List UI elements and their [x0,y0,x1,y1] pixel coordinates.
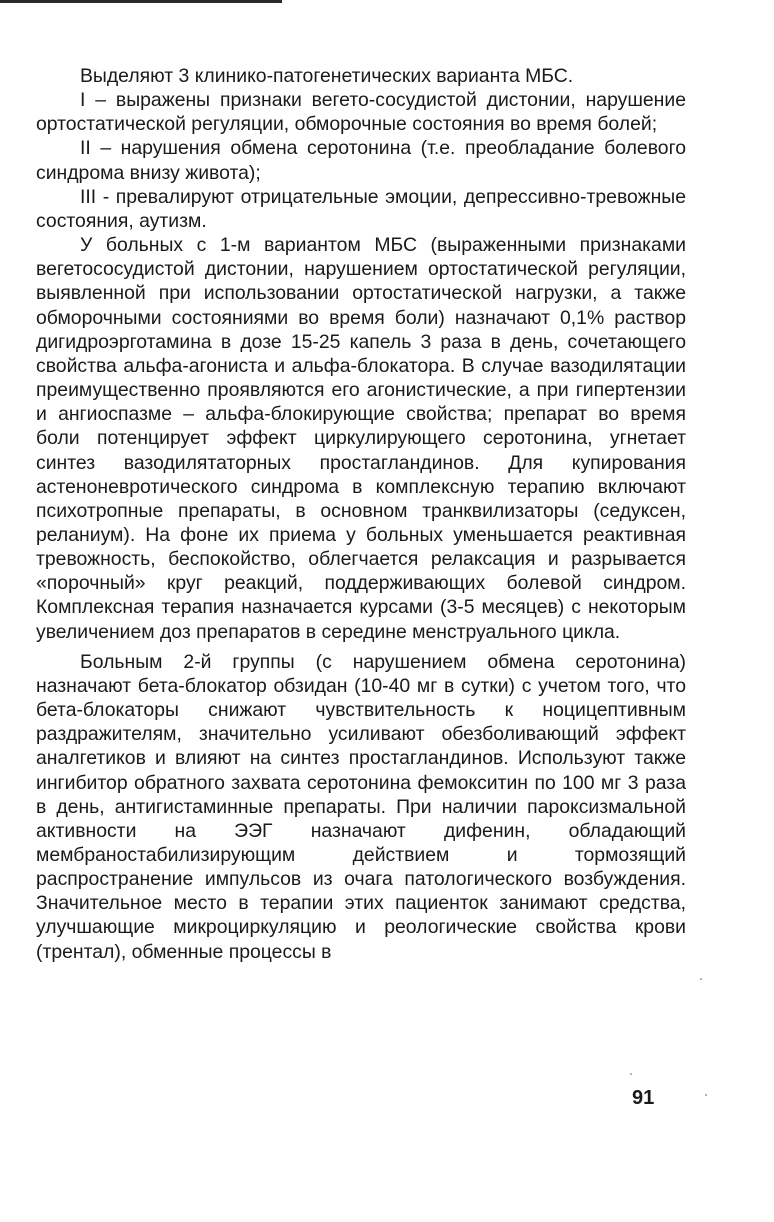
paragraph-variant-1: I – выражены признаки вегето-сосудистой дистонии, нарушение ортостатической регуляции, обморочные состояния во время болей; [36,89,686,136]
scan-speck [700,978,702,980]
top-rule [0,0,282,3]
paragraph-group-2-treatment: Больным 2-й группы (с нарушением обмена серотонина) назначают бета-блокатор обзидан (10-40 мг в сутки) с учетом того, что бета-блокаторы снижают чувствительность к ноцицептивным раздражителям, значительно усиливают обезболивающий эффект аналгетиков и влияют на синтез простагландинов. Используют также ингибитор обратного захвата серотонина фемокситин по 100 мг 3 раза в день, антигистаминные препараты. При наличии пароксизмальной активности на ЭЭГ назначают дифенин, обладающий мембраностабилизирующим действием и тормозящий распространение импульсов из очага патологического возбуждения. Значительное место в терапии этих пациенток занимают средства, улучшающие микроциркуляцию и реологические свойства крови (трентал), обменные процессы в [36,650,686,963]
paragraph-group-1-treatment: У больных с 1-м вариантом МБС (выраженными признаками вегетососудистой дистонии, нарушением ортостатической регуляции, выявленной при использовании ортостатической нагрузки, а также обморочными состояниями во время боли) назначают 0,1% раствор дигидроэрготамина в дозе 15-25 капель 3 раза в день, сочетающего свойства альфа-агониста и альфа-блокатора. В случае вазодилятации преимущественно проявляются его агонистические, а при гипертензии и ангиоспазме – альфа-блокирующие свойства; препарат во время боли потенцирует эффект циркулирующего серотонина, угнетает синтез вазодилятаторных простагландинов. Для купирования астеноневротического синдрома в комплексную терапию включают психотропные препараты, в основном транквилизаторы (седуксен, реланиум). На фоне их приема у больных уменьшается реактивная тревожность, беспокойство, облегчается релаксация и разрывается «порочный» круг реакций, поддерживающих болевой синдром. Комплексная терапия назначается курсами (3-5 месяцев) с некоторым увеличением доз препаратов в середине менструального цикла. [36,234,686,643]
page-body [36,64,686,964]
scan-speck [705,1094,707,1096]
paragraph-variant-3: III - превалируют отрицательные эмоции, депрессивно-тревожные состояния, аутизм. [36,185,686,232]
paragraph-intro: Выделяют 3 клинико-патогенетических варианта МБС. [80,65,574,87]
page-number: 91 [632,1087,655,1109]
paragraph-variant-2: II – нарушения обмена серотонина (т.е. преобладание болевого синдрома внизу живота); [36,137,686,184]
scan-speck [630,1073,632,1075]
